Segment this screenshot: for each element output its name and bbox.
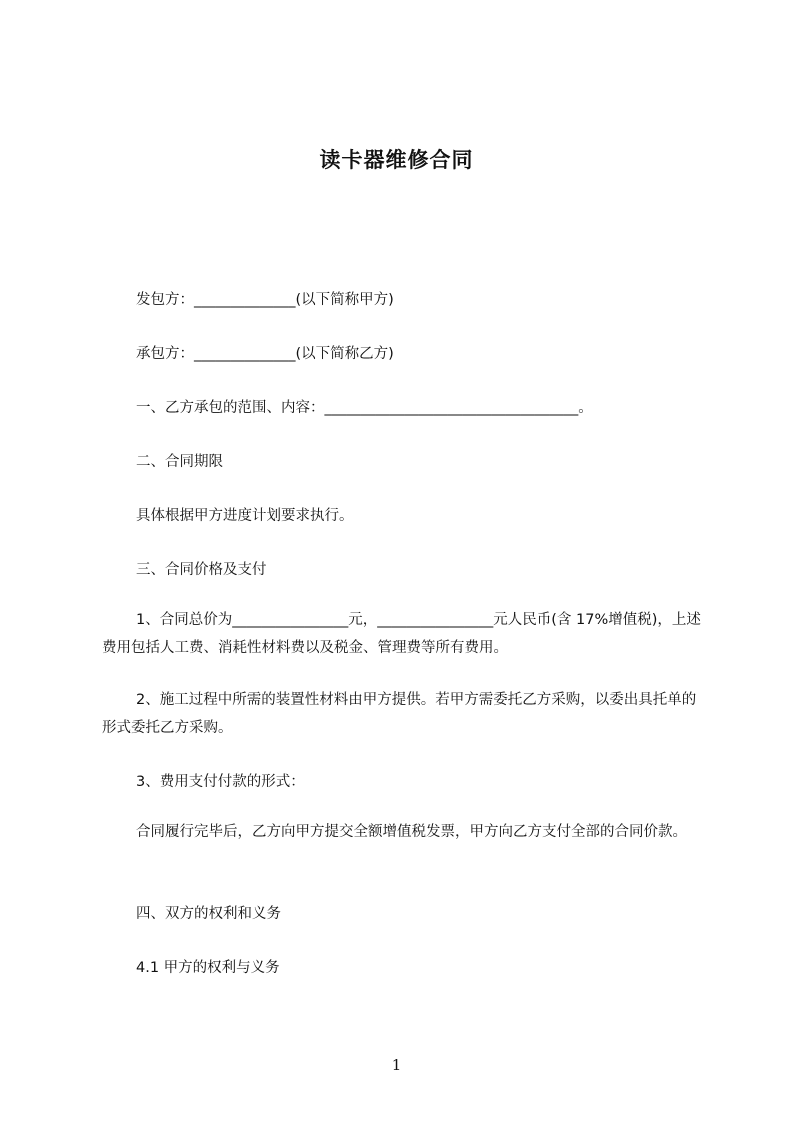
section-4-1-heading: 4.1 甲方的权利与义务 <box>136 960 280 976</box>
section-1-scope: 一、乙方承包的范围、内容：___________________________________。 <box>136 400 593 416</box>
item-2-paragraph <box>102 686 702 742</box>
section-2-body: 具体根据甲方进度计划要求执行。 <box>136 508 354 524</box>
item-2-text: 2、施工过程中所需的装置性材料由甲方提供。若甲方需委托乙方采购，以委出具托单的形式委托乙方采购。 <box>102 692 697 736</box>
item-3-paragraph <box>102 818 702 846</box>
section-3-heading: 三、合同价格及支付 <box>136 562 267 578</box>
page-number: 1 <box>391 1056 402 1074</box>
item-3-heading: 3、费用支付付款的形式： <box>136 774 305 790</box>
item-1-text: 1、合同总价为________________元，________________元人民币(含 17%增值税)，上述费用包括人工费、消耗性材料费以及税金、管理费等所有费用。 <box>102 612 701 656</box>
section-4-heading: 四、双方的权利和义务 <box>136 906 281 922</box>
section-2-heading: 二、合同期限 <box>136 454 223 470</box>
document-title: 读卡器维修合同 <box>319 148 474 172</box>
contractor-line: 发包方：______________(以下简称甲方) <box>136 292 394 308</box>
subcontractor-line: 承包方：______________(以下简称乙方) <box>136 346 394 362</box>
item-3-body-text: 合同履行完毕后，乙方向甲方提交全额增值税发票，甲方向乙方支付全部的合同价款。 <box>136 824 687 840</box>
item-1-paragraph <box>102 606 702 662</box>
